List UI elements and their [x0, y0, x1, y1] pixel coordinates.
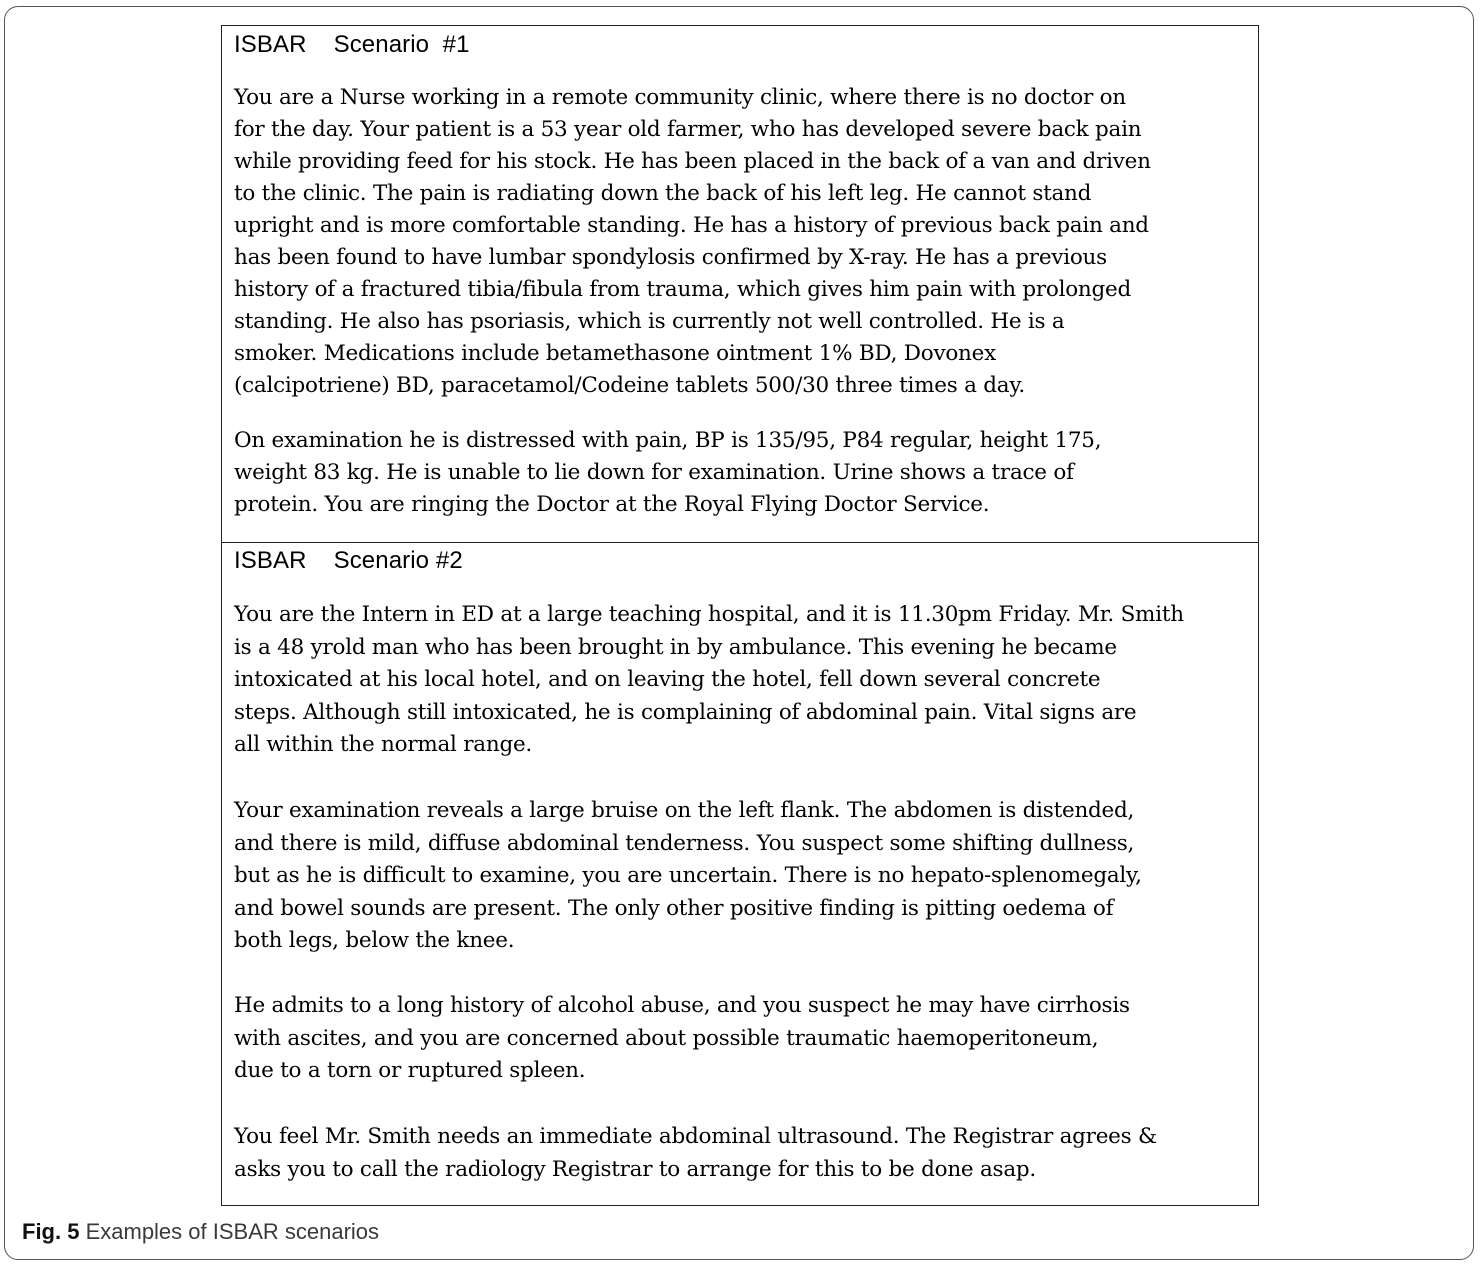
scenario-2-paragraph-2: [234, 795, 1142, 958]
text-line: weight 83 kg. He is unable to lie down for examination. Urine shows a trace of: [234, 460, 1074, 485]
text-line: intoxicated at his local hotel, and on leaving the hotel, fell down several concrete: [234, 667, 1101, 693]
text-line: is a 48 yrold man who has been brought in by ambulance. This evening he became: [234, 634, 1117, 660]
scenario-2-paragraph-1: [234, 599, 1184, 762]
text-line: He admits to a long history of alcohol abuse, and you suspect he may have cirrhosis: [234, 993, 1130, 1018]
text-line: protein. You are ringing the Doctor at the Royal Flying Doctor Service.: [234, 492, 990, 517]
scenario-1-paragraph-1: [234, 82, 1151, 402]
text-line: and there is mild, diffuse abdominal tenderness. You suspect some shifting dullness,: [234, 830, 1135, 856]
text-line: with ascites, and you are concerned about possible traumatic haemoperitoneum,: [234, 1025, 1099, 1051]
text-line: You feel Mr. Smith needs an immediate abdominal ultrasound. The Registrar agrees &: [234, 1124, 1157, 1149]
figure-label: Fig. 5: [22, 1219, 80, 1244]
scenario-2-paragraph-4: [234, 1121, 1157, 1186]
figure-caption: [22, 1219, 379, 1245]
text-line: has been found to have lumbar spondylosis confirmed by X-ray. He has a previous: [234, 245, 1107, 270]
scenario-2-box: [221, 542, 1259, 1206]
text-line: standing. He also has psoriasis, which is currently not well controlled. He is a: [234, 309, 1065, 334]
text-line: On examination he is distressed with pain, BP is 135/95, P84 regular, height 175,: [234, 428, 1102, 453]
text-line: You are the Intern in ED at a large teaching hospital, and it is 11.30pm Friday. Mr. Smith: [234, 602, 1184, 627]
text-line: Your examination reveals a large bruise on the left flank. The abdomen is distended,: [234, 798, 1135, 823]
scenario-1-paragraph-2: [234, 425, 1101, 521]
text-line: due to a torn or ruptured spleen.: [234, 1058, 586, 1084]
text-line: You are a Nurse working in a remote community clinic, where there is no doctor on: [234, 85, 1126, 110]
text-line: (calcipotriene) BD, paracetamol/Codeine tablets 500/30 three times a day.: [234, 373, 1025, 398]
figure-caption-text: Examples of ISBAR scenarios: [85, 1219, 380, 1244]
text-line: to the clinic. The pain is radiating down the back of his left leg. He cannot stand: [234, 181, 1092, 206]
text-line: steps. Although still intoxicated, he is complaining of abdominal pain. Vital signs are: [234, 699, 1137, 725]
text-line: history of a fractured tibia/fibula from trauma, which gives him pain with prolonged: [234, 277, 1132, 302]
scenario-2-heading: ISBAR Scenario #2: [234, 547, 463, 574]
text-line: for the day. Your patient is a 53 year old farmer, who has developed severe back pain: [234, 117, 1142, 142]
scenario-2-paragraph-3: [234, 990, 1130, 1088]
text-line: while providing feed for his stock. He has been placed in the back of a van and driven: [234, 149, 1151, 174]
text-line: but as he is difficult to examine, you are uncertain. There is no hepato-splenomegaly,: [234, 863, 1142, 889]
text-line: asks you to call the radiology Registrar to arrange for this to be done asap.: [234, 1156, 1036, 1182]
text-line: upright and is more comfortable standing. He has a history of previous back pain and: [234, 213, 1149, 238]
text-line: both legs, below the knee.: [234, 928, 515, 954]
scenario-1-box: [221, 25, 1259, 543]
text-line: all within the normal range.: [234, 732, 533, 758]
scenario-1-heading: ISBAR Scenario #1: [234, 31, 470, 58]
text-line: and bowel sounds are present. The only other positive finding is pitting oedema of: [234, 895, 1114, 921]
text-line: smoker. Medications include betamethasone ointment 1% BD, Dovonex: [234, 341, 997, 366]
